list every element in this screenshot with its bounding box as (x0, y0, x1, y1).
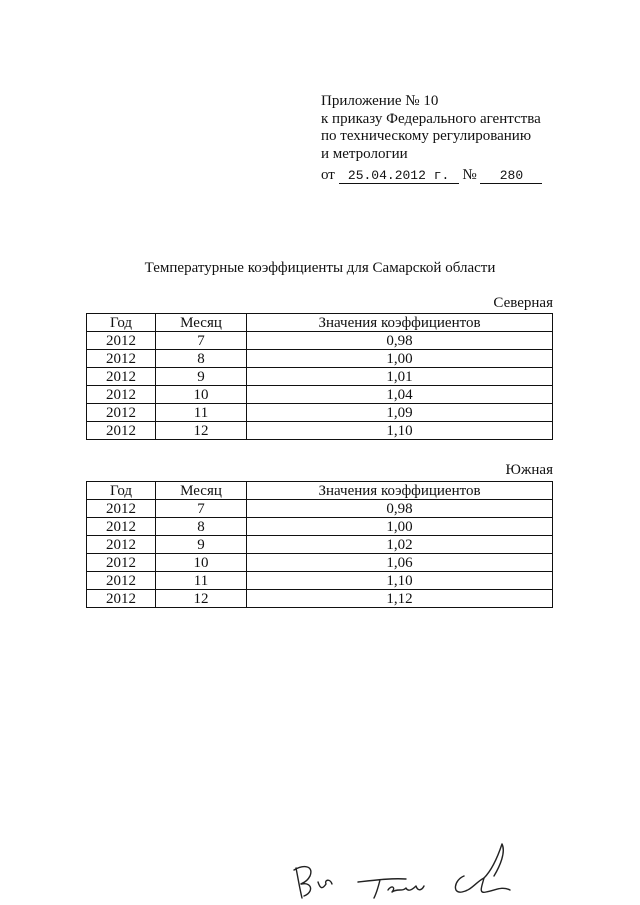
year-cell: 2012 (87, 332, 156, 350)
table-row (87, 536, 553, 554)
column-header-month: Месяц (156, 314, 247, 332)
table-row (87, 590, 553, 608)
coefficient-cell: 1,10 (247, 572, 553, 590)
month-cell: 7 (156, 332, 247, 350)
year-cell: 2012 (87, 518, 156, 536)
year-cell: 2012 (87, 404, 156, 422)
coefficient-cell: 1,06 (247, 554, 553, 572)
table-row (87, 572, 553, 590)
coefficient-cell: 1,09 (247, 404, 553, 422)
month-cell: 9 (156, 368, 247, 386)
year-cell: 2012 (87, 590, 156, 608)
appendix-number: Приложение № 10 (321, 93, 439, 109)
table-header-row (87, 314, 553, 332)
month-cell: 12 (156, 422, 247, 440)
coefficient-cell: 1,10 (247, 422, 553, 440)
month-cell: 11 (156, 572, 247, 590)
region-label-south: Южная (505, 462, 553, 478)
month-cell: 11 (156, 404, 247, 422)
year-cell: 2012 (87, 368, 156, 386)
coefficient-cell: 1,02 (247, 536, 553, 554)
table-row (87, 332, 553, 350)
number-label: № (462, 167, 477, 183)
agency-name-line-end: и метрологии (321, 145, 408, 162)
table-row (87, 350, 553, 368)
table-row (87, 404, 553, 422)
document-title: Температурные коэффициенты для Самарской области (144, 260, 496, 276)
month-cell: 7 (156, 500, 247, 518)
month-cell: 12 (156, 590, 247, 608)
table-header-row (87, 482, 553, 500)
month-cell: 10 (156, 386, 247, 404)
column-header-year: Год (87, 314, 156, 332)
agency-name-line: по техническому регулированию (321, 128, 532, 144)
coefficients-table-north (86, 313, 553, 440)
table-row (87, 554, 553, 572)
order-date: 25.04.2012 г. (339, 169, 459, 184)
month-cell: 8 (156, 350, 247, 368)
table-row (87, 368, 553, 386)
year-cell: 2012 (87, 350, 156, 368)
column-header-coefficient: Значения коэффициентов (247, 482, 553, 500)
table-row (87, 386, 553, 404)
table-row (87, 422, 553, 440)
column-header-year: Год (87, 482, 156, 500)
year-cell: 2012 (87, 572, 156, 590)
coefficient-cell: 0,98 (247, 332, 553, 350)
table-row (87, 500, 553, 518)
month-cell: 9 (156, 536, 247, 554)
coefficient-cell: 1,01 (247, 368, 553, 386)
year-cell: 2012 (87, 422, 156, 440)
year-cell: 2012 (87, 500, 156, 518)
month-cell: 10 (156, 554, 247, 572)
region-label-north: Северная (493, 295, 553, 311)
handwritten-signature (288, 832, 528, 902)
coefficient-cell: 0,98 (247, 500, 553, 518)
coefficients-table-south (86, 481, 553, 608)
coefficient-cell: 1,12 (247, 590, 553, 608)
coefficient-cell: 1,04 (247, 386, 553, 404)
order-number: 280 (480, 169, 542, 184)
column-header-month: Месяц (156, 482, 247, 500)
order-date-number-line (321, 167, 621, 185)
appendix-header (321, 93, 621, 185)
column-header-coefficient: Значения коэффициентов (247, 314, 553, 332)
coefficient-cell: 1,00 (247, 350, 553, 368)
year-cell: 2012 (87, 554, 156, 572)
year-cell: 2012 (87, 386, 156, 404)
order-reference-line: к приказу Федерального агентства (321, 110, 541, 127)
year-cell: 2012 (87, 536, 156, 554)
month-cell: 8 (156, 518, 247, 536)
from-label: от (321, 167, 335, 183)
coefficient-cell: 1,00 (247, 518, 553, 536)
table-row (87, 518, 553, 536)
